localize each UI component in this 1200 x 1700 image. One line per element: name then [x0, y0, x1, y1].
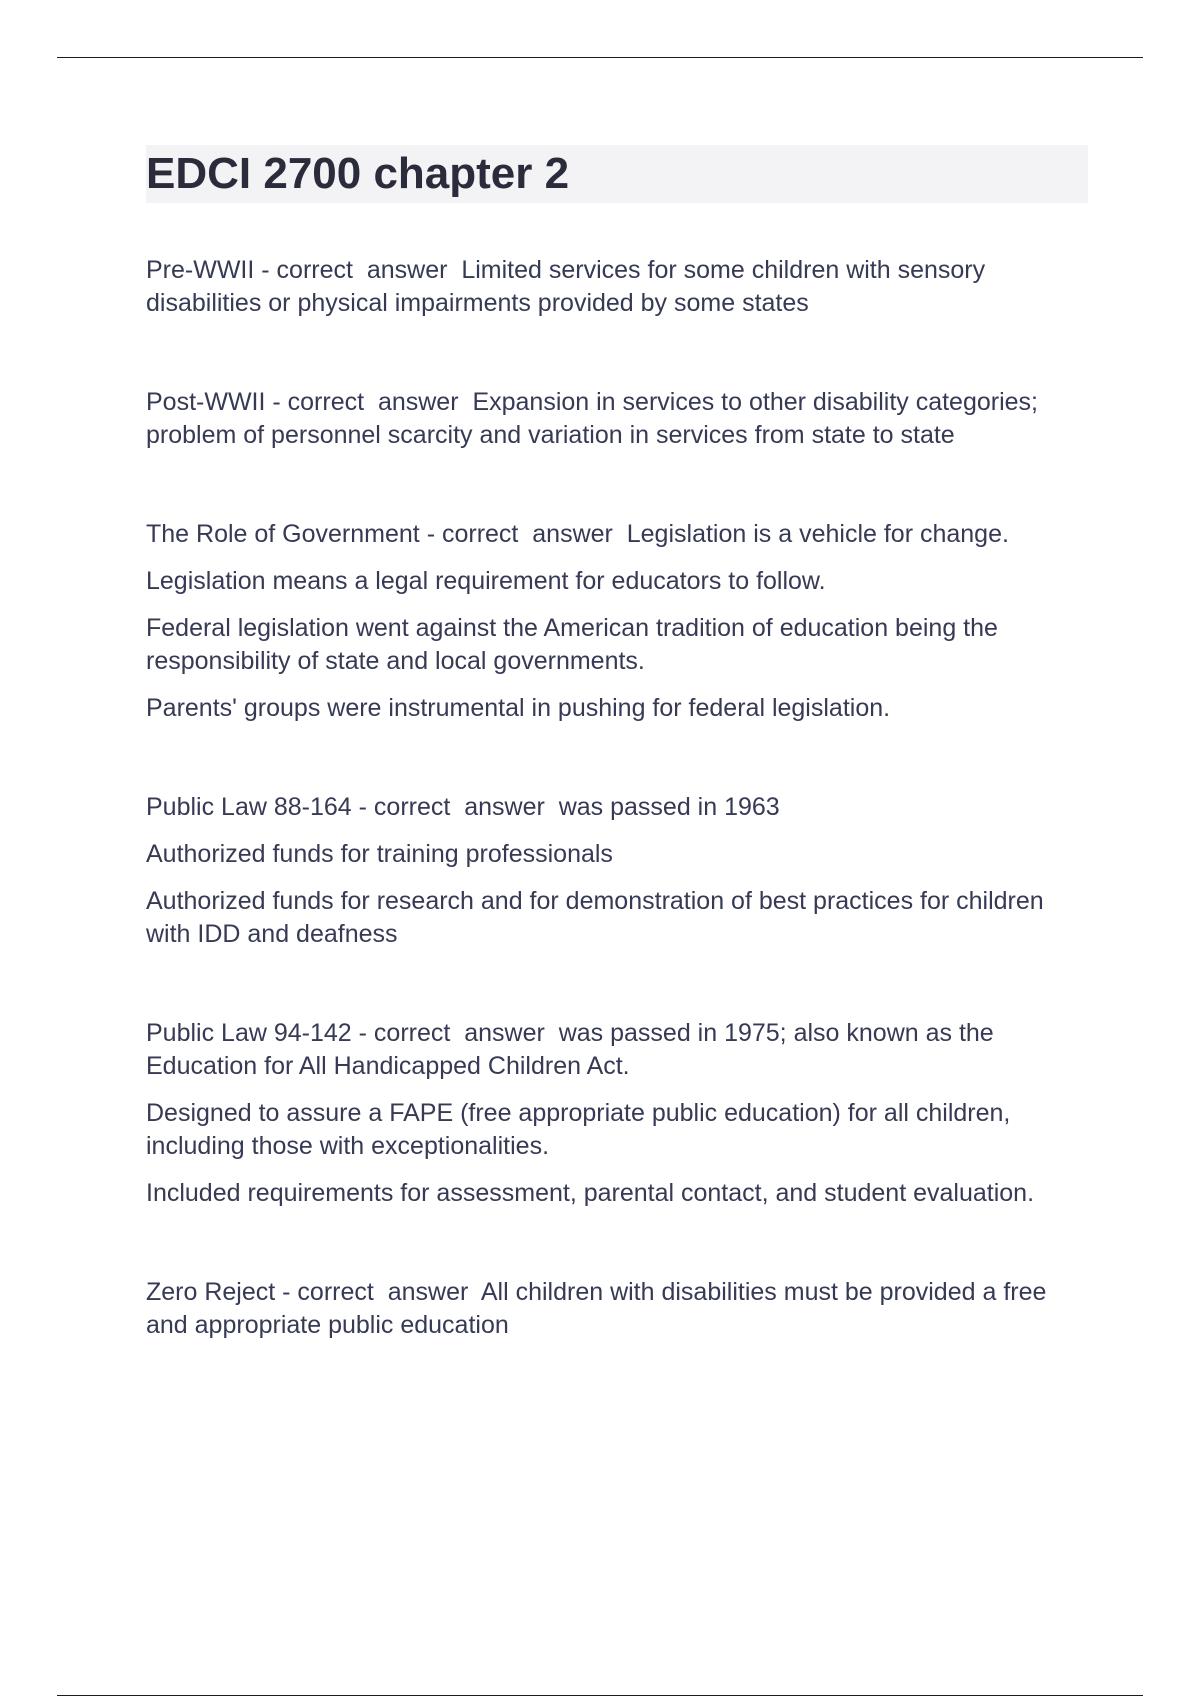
entry-term: Pre-WWII [146, 256, 255, 284]
entry-separator: - correct answer [275, 1278, 481, 1306]
entry-paragraph [146, 386, 1088, 452]
entry-paragraph: Authorized funds for research and for demonstration of best practices for children with IDD and deafness [146, 887, 1044, 948]
entry-separator: - correct answer [351, 1019, 559, 1047]
title-band [146, 145, 1088, 203]
entry-post-wwii [146, 386, 1088, 452]
entry-paragraph [146, 254, 1088, 320]
entry-term: Public Law 88-164 [146, 793, 352, 821]
entry-term: Post-WWII [146, 388, 266, 416]
entry-term: Public Law 94-142 [146, 1019, 352, 1047]
entry-answer: was passed in 1975; also known as the Education for All Handicapped Children Act. [146, 1019, 994, 1080]
entry-paragraph: Legislation means a legal requirement for educators to follow. [146, 567, 826, 595]
entry-paragraph [146, 791, 1088, 824]
entry-term: Zero Reject [146, 1278, 276, 1306]
entry-paragraph: Authorized funds for training professionals [146, 840, 613, 868]
entry-paragraph [146, 1276, 1088, 1342]
document-title: EDCI 2700 chapter 2 [146, 149, 570, 198]
entry-paragraph: Parents' groups were instrumental in pushing for federal legislation. [146, 694, 891, 722]
entry-pre-wwii [146, 254, 1088, 320]
entry-answer: Limited services for some children with sensory disabilities or physical impairments provided by some states [146, 256, 986, 317]
entry-separator: - correct answer [351, 793, 559, 821]
entry-separator: - correct answer [419, 520, 627, 548]
entry-public-law-88-164 [146, 791, 1088, 951]
entry-term: The Role of Government [146, 520, 420, 548]
entry-answer: Legislation is a vehicle for change. [626, 520, 1009, 548]
entry-paragraph [146, 1017, 1088, 1083]
entry-list [146, 254, 1088, 1342]
entry-paragraph: Included requirements for assessment, parental contact, and student evaluation. [146, 1179, 1035, 1207]
entry-answer: All children with disabilities must be provided a free and appropriate public education [146, 1278, 1047, 1339]
entry-paragraph: Designed to assure a FAPE (free appropriate public education) for all children, including those with exceptionalities. [146, 1099, 1011, 1160]
entry-public-law-94-142 [146, 1017, 1088, 1210]
entry-zero-reject [146, 1276, 1088, 1342]
entry-separator: - correct answer [254, 256, 462, 284]
entry-paragraph [146, 518, 1088, 551]
entry-separator: - correct answer [265, 388, 473, 416]
top-rule [57, 57, 1143, 58]
document-body [146, 145, 1088, 1408]
entry-role-of-government [146, 518, 1088, 725]
bottom-rule [57, 1695, 1143, 1696]
entry-answer: was passed in 1963 [558, 793, 780, 821]
entry-paragraph: Federal legislation went against the American tradition of education being the responsibility of state and local governments. [146, 614, 998, 675]
entry-answer: Expansion in services to other disability categories; problem of personnel scarcity and variation in services from state to state [146, 388, 1039, 449]
